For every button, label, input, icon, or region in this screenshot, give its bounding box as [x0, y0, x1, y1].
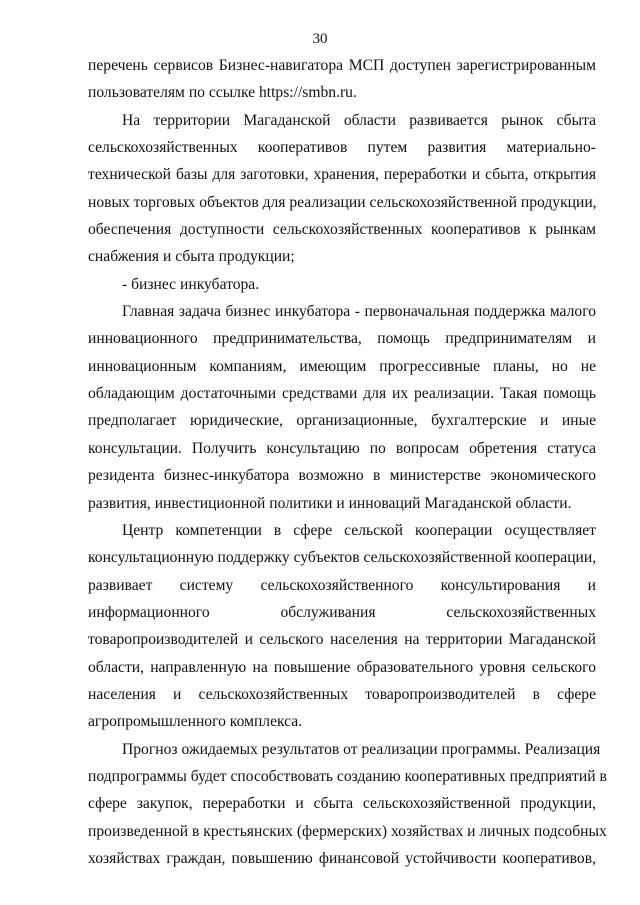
text-line: информационного обслуживания сельскохозяйственных [88, 603, 596, 621]
text-line: новых торговых объектов для реализации сельскохозяйственной продукции, [88, 193, 597, 211]
text-line: резидента бизнес-инкубатора возможно в министерстве экономического [88, 467, 596, 485]
text-line: консультации. Получить консультацию по вопросам обретения статуса [88, 439, 596, 457]
text-line: товаропроизводителей и сельского населения на территории Магаданской [88, 631, 596, 649]
text-line: снабжения и сбыта продукции; [88, 248, 295, 266]
list-item-business-incubator [88, 271, 596, 298]
text-line: консультационную поддержку субъектов сельскохозяйственной кооперации, [88, 549, 597, 567]
text-line: обеспечения доступности сельскохозяйственных кооперативов к рынкам [88, 221, 596, 239]
text-line: развивает систему сельскохозяйственного консультирования и [88, 576, 596, 594]
text-line: Главная задача бизнес инкубатора - первоначальная поддержка малого [122, 303, 596, 321]
text-line: сельскохозяйственных кооперативов путем развития материально- [88, 139, 596, 157]
paragraph-incubator-task [88, 298, 596, 517]
paragraph-expected-results [88, 736, 607, 873]
text-line: инновационного предпринимательства, помощь предпринимателям и [88, 330, 596, 348]
text-line: области, направленную на повышение образовательного уровня сельского [88, 658, 596, 676]
text-line: агропромышленного комплекса. [88, 713, 303, 731]
text-line: населения и сельскохозяйственных товаропроизводителей в сфере [88, 685, 596, 703]
page-number: 30 [312, 31, 328, 47]
text-line: предполагает юридические, организационные, бухгалтерские и иные [88, 412, 596, 430]
text-line: Прогноз ожидаемых результатов от реализации программы. Реализация [122, 740, 601, 758]
paragraph-smbn-access [88, 52, 596, 107]
document-body [88, 52, 607, 872]
text-line: перечень сервисов Бизнес-навигатора МСП доступен зарегистрированным [88, 57, 596, 74]
text-line: обладающим достаточными средствами для их реализации. Такая помощь [88, 385, 596, 403]
text-line: Центр компетенции в сфере сельской кооперации осуществляет [122, 521, 596, 539]
text-line: произведенной в крестьянских (фермерских) хозяйствах и личных подсобных [88, 822, 607, 840]
paragraph-competence-center [88, 517, 596, 736]
text-line: развития, инвестиционной политики и инноваций Магаданской области. [88, 494, 572, 512]
text-line: инновационным компаниям, имеющим прогрессивные планы, но не [88, 357, 596, 375]
text-line: На территории Магаданской области развивается рынок сбыта [122, 111, 596, 129]
paragraph-market-development [88, 107, 596, 271]
text-line: пользователям по ссылке https://smbn.ru. [88, 84, 357, 102]
text-line: подпрограммы будет способствовать созданию кооперативных предприятий в [88, 767, 607, 785]
text-line: - бизнес инкубатора. [122, 275, 260, 293]
text-line: сфере закупок, переработки и сбыта сельскохозяйственной продукции, [88, 795, 596, 813]
text-line: хозяйствах граждан, повышению финансовой устойчивости кооперативов, [88, 849, 596, 867]
text-line: технической базы для заготовки, хранения, переработки и сбыта, открытия [88, 166, 596, 184]
